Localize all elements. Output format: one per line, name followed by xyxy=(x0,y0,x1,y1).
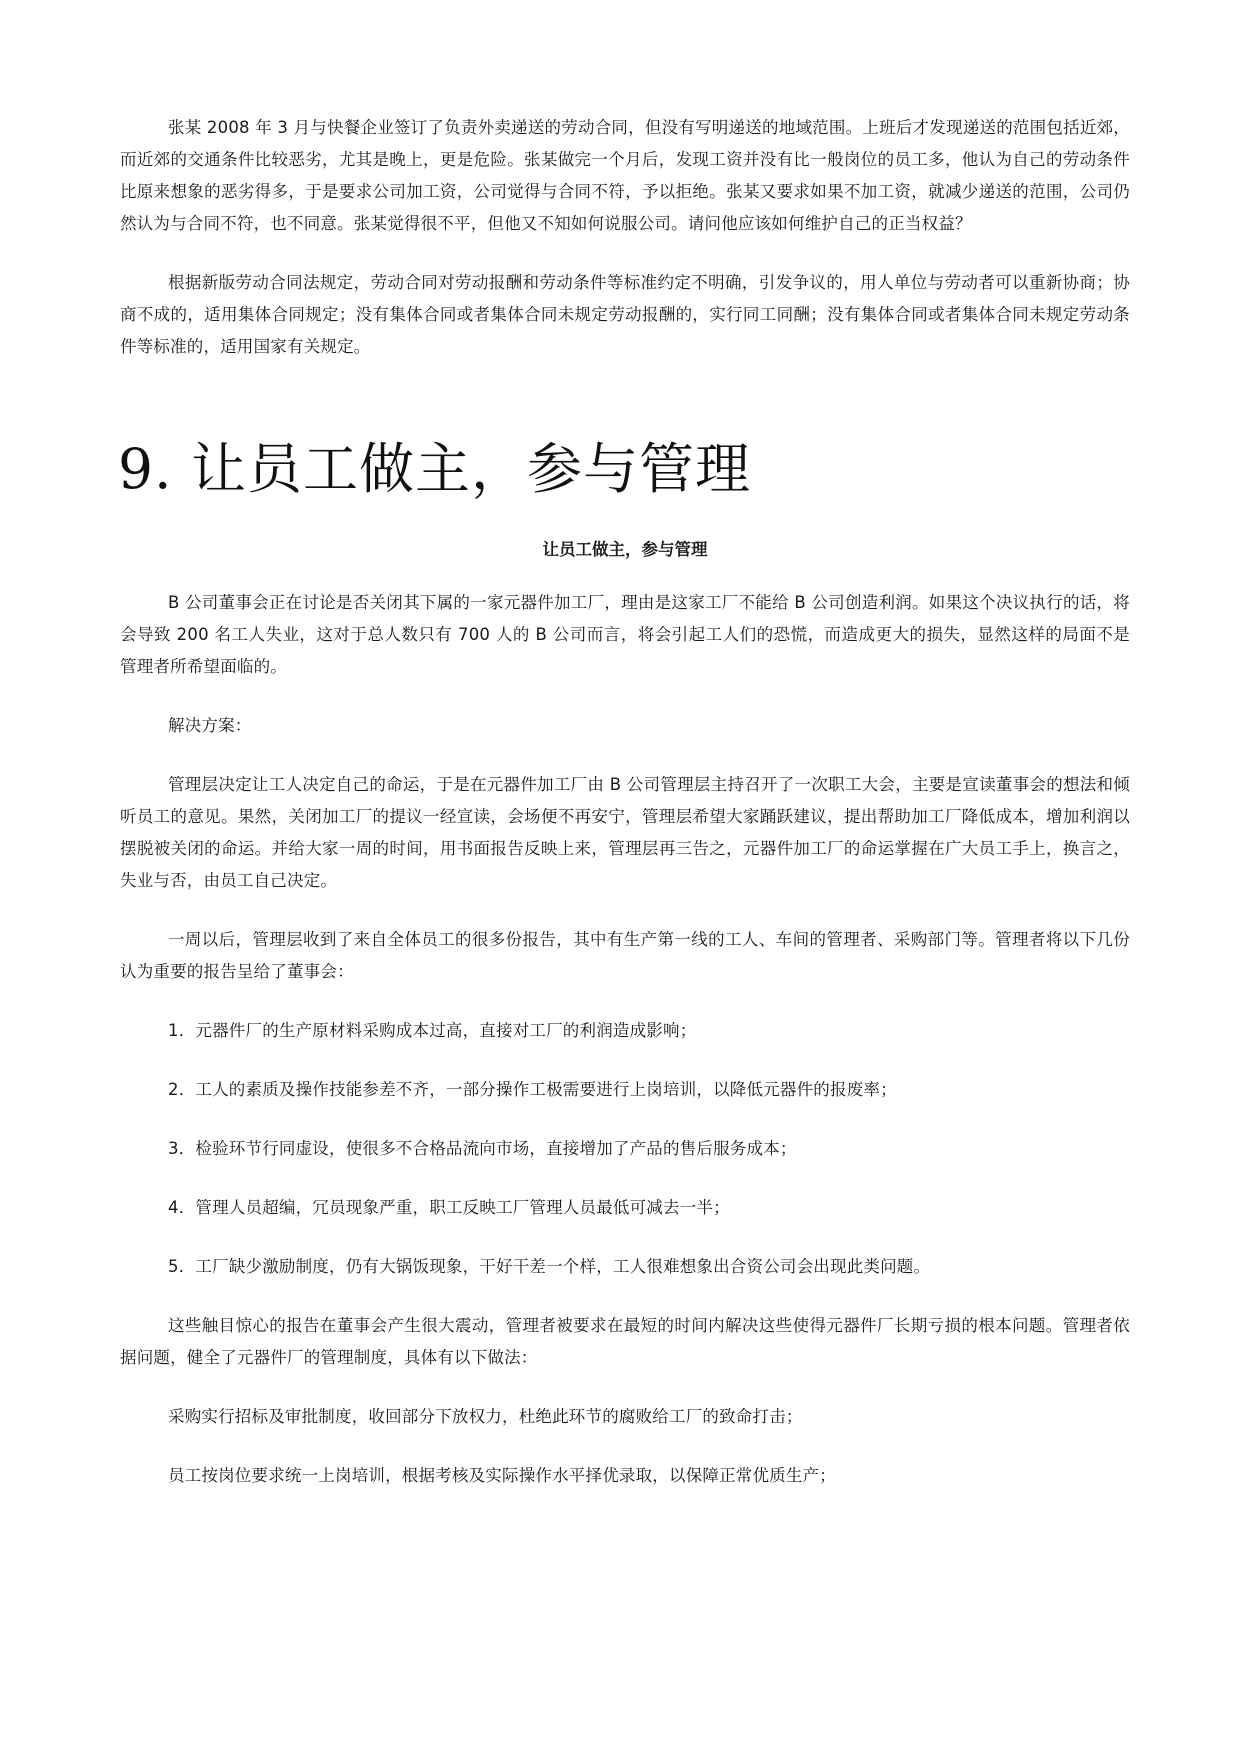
body-paragraph-1: B 公司董事会正在讨论是否关闭其下属的一家元器件加工厂，理由是这家工厂不能给 B 公司创造利润。如果这个决议执行的话，将会导致 200 名工人失业，这对于总人数只有 700 人的 B 公司而言，将会引起工人们的恐慌，而造成更大的损失，显然这样的局面不是管理者所希望面临的。 xyxy=(120,593,1130,676)
report-item-2: 2．工人的素质及操作技能参差不齐，一部分操作工极需要进行上岗培训，以降低元器件的报废率； xyxy=(168,1080,897,1099)
measure-item-2: 员工按岗位要求统一上岗培训，根据考核及实际操作水平择优录取，以保障正常优质生产； xyxy=(168,1466,836,1485)
document-page xyxy=(120,112,1130,1519)
measure-item-1: 采购实行招标及审批制度，收回部分下放权力，杜绝此环节的腐败给工厂的致命打击； xyxy=(168,1407,803,1426)
body-paragraph-4: 这些触目惊心的报告在董事会产生很大震动，管理者被要求在最短的时间内解决这些使得元器件厂长期亏损的根本问题。管理者依据问题，健全了元器件厂的管理制度，具体有以下做法： xyxy=(120,1316,1130,1367)
report-item-1: 1．元器件厂的生产原材料采购成本过高，直接对工厂的利润造成影响； xyxy=(168,1021,697,1040)
body-paragraph-3: 一周以后，管理层收到了来自全体员工的很多份报告，其中有生产第一线的工人、车间的管理者、采购部门等。管理者将以下几份认为重要的报告呈给了董事会： xyxy=(120,930,1130,981)
section-heading: 9. 让员工做主，参与管理 xyxy=(118,437,751,501)
report-item-3: 3．检验环节行同虚设，使很多不合格品流向市场，直接增加了产品的售后服务成本； xyxy=(168,1139,797,1158)
body-paragraph-2: 管理层决定让工人决定自己的命运，于是在元器件加工厂由 B 公司管理层主持召开了一次职工大会，主要是宣读董事会的想法和倾听员工的意见。果然，关闭加工厂的提议一经宣读，会场便不再安宁，管理层希望大家踊跃建议，提出帮助加工厂降低成本，增加利润以摆脱被关闭的命运。并给大家一周的时间，用书面报告反映上来，管理层再三告之，元器件加工厂的命运掌握在广大员工手上，换言之，失业与否，由员工自己决定。 xyxy=(120,775,1130,890)
report-item-5: 5．工厂缺少激励制度，仍有大锅饭现象，干好干差一个样，工人很难想象出合资公司会出现此类问题。 xyxy=(168,1257,931,1276)
section-subtitle: 让员工做主，参与管理 xyxy=(542,540,708,559)
report-item-4: 4．管理人员超编，冗员现象严重，职工反映工厂管理人员最低可减去一半； xyxy=(168,1198,730,1217)
intro-paragraph-2: 根据新版劳动合同法规定，劳动合同对劳动报酬和劳动条件等标准约定不明确，引发争议的，用人单位与劳动者可以重新协商；协商不成的，适用集体合同规定；没有集体合同或者集体合同未规定劳动报酬的，实行同工同酬；没有集体合同或者集体合同未规定劳动条件等标准的，适用国家有关规定。 xyxy=(120,273,1130,356)
intro-paragraph-1: 张某 2008 年 3 月与快餐企业签订了负责外卖递送的劳动合同，但没有写明递送的地域范围。上班后才发现递送的范围包括近郊，而近郊的交通条件比较恶劣，尤其是晚上，更是危险。张某做完一个月后，发现工资并没有比一般岗位的员工多，他认为自己的劳动条件比原来想象的恶劣得多，于是要求公司加工资，公司觉得与合同不符，予以拒绝。张某又要求如果不加工资，就减少递送的范围，公司仍然认为与合同不符，也不同意。张某觉得很不平，但他又不知如何说服公司。请问他应该如何维护自己的正当权益？ xyxy=(120,118,1130,233)
body-paragraph-solution-label: 解决方案： xyxy=(168,716,252,735)
